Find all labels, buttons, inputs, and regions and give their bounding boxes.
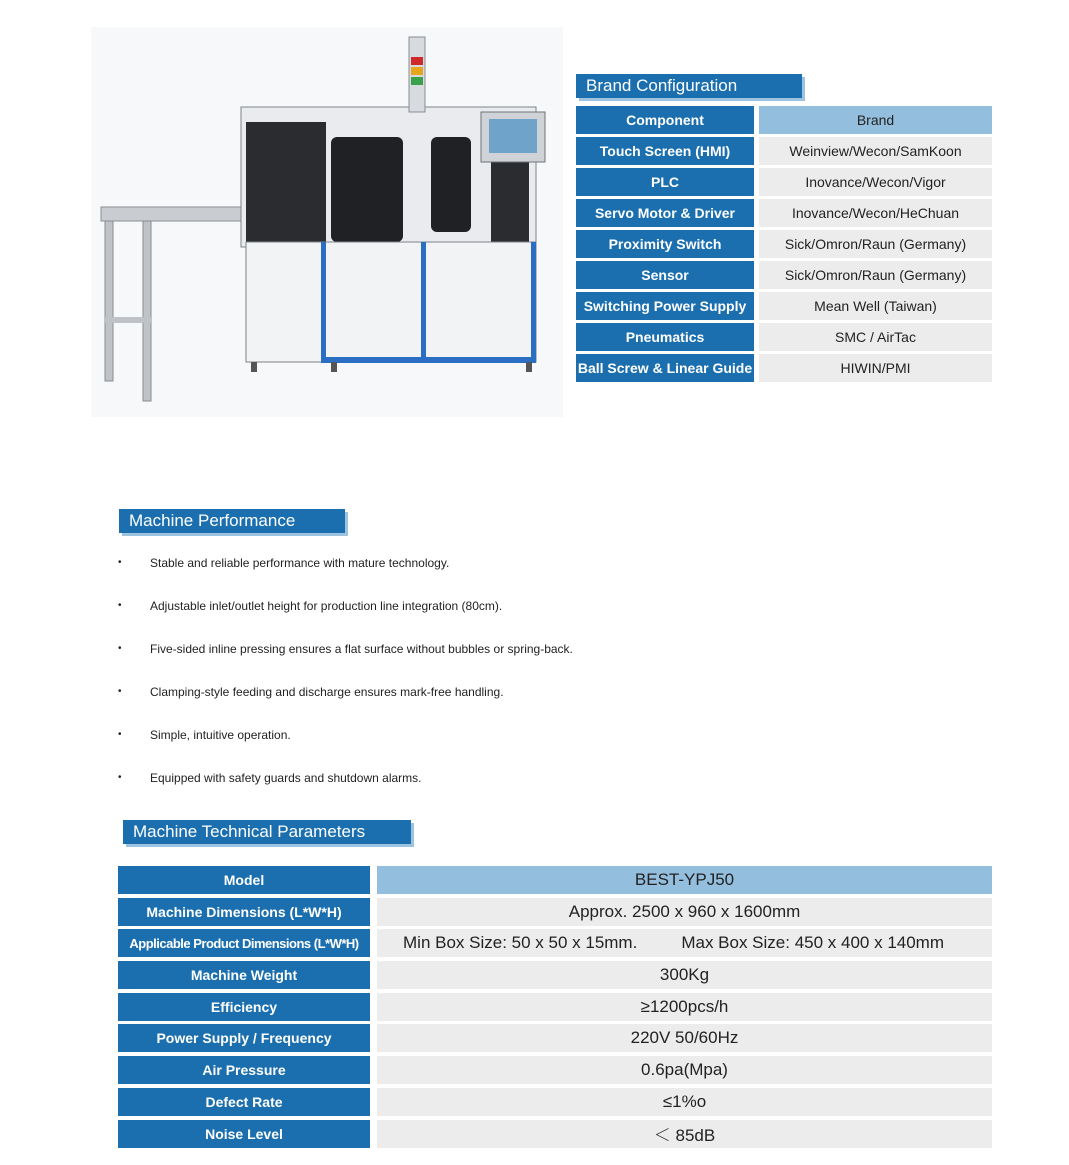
table-row	[118, 866, 992, 894]
table-row	[118, 929, 992, 957]
list-item: • Simple, intuitive operation.	[118, 721, 818, 764]
brand-cell: Weinview/Wecon/SamKoon	[759, 137, 992, 165]
brand-cell: SMC / AirTac	[759, 323, 992, 351]
table-row	[576, 261, 992, 289]
list-item: • Adjustable inlet/outlet height for production line integration (80cm).	[118, 592, 818, 635]
parameter-label: Power Supply / Frequency	[118, 1024, 370, 1052]
parameter-value: BEST-YPJ50	[377, 866, 992, 894]
min-box-size: Min Box Size: 50 x 50 x 15mm.	[403, 933, 638, 953]
parameter-label: Model	[118, 866, 370, 894]
table-row	[118, 993, 992, 1021]
list-item: • Stable and reliable performance with mature technology.	[118, 549, 818, 592]
parameter-label: Applicable Product Dimensions (L*W*H)	[118, 929, 370, 957]
bullet-icon: •	[118, 772, 122, 783]
table-row	[118, 898, 992, 926]
brand-cell: Inovance/Wecon/Vigor	[759, 168, 992, 196]
table-row	[118, 1024, 992, 1052]
parameter-value	[377, 929, 992, 957]
brand-header: Brand	[759, 106, 992, 134]
component-cell: Ball Screw & Linear Guide	[576, 354, 754, 382]
list-item: • Clamping-style feeding and discharge ensures mark-free handling.	[118, 678, 818, 721]
brand-cell: Sick/Omron/Raun (Germany)	[759, 261, 992, 289]
table-row	[576, 199, 992, 227]
bullet-icon: •	[118, 557, 122, 568]
table-row	[576, 354, 992, 382]
parameter-label: Defect Rate	[118, 1088, 370, 1116]
table-row	[576, 168, 992, 196]
component-cell: Servo Motor & Driver	[576, 199, 754, 227]
performance-list	[118, 549, 818, 807]
brand-table-header	[576, 106, 992, 134]
parameter-value: 220V 50/60Hz	[377, 1024, 992, 1052]
bullet-icon: •	[118, 600, 122, 611]
component-header: Component	[576, 106, 754, 134]
parameter-value: 300Kg	[377, 961, 992, 989]
parameter-value: Approx. 2500 x 960 x 1600mm	[377, 898, 992, 926]
parameter-label: Air Pressure	[118, 1056, 370, 1084]
brand-cell: Inovance/Wecon/HeChuan	[759, 199, 992, 227]
brand-cell: Mean Well (Taiwan)	[759, 292, 992, 320]
bullet-icon: •	[118, 643, 122, 654]
table-row	[118, 1088, 992, 1116]
machine-performance-title: Machine Performance	[119, 509, 345, 533]
parameter-label: Efficiency	[118, 993, 370, 1021]
max-box-size: Max Box Size: 450 x 400 x 140mm	[681, 933, 945, 953]
parameter-value: 0.6pa(Mpa)	[377, 1056, 992, 1084]
parameter-value: ≤1%o	[377, 1088, 992, 1116]
list-item: • Equipped with safety guards and shutdown alarms.	[118, 764, 818, 807]
component-cell: Touch Screen (HMI)	[576, 137, 754, 165]
component-cell: Proximity Switch	[576, 230, 754, 258]
table-row	[118, 1056, 992, 1084]
table-row	[576, 292, 992, 320]
component-cell: PLC	[576, 168, 754, 196]
brand-cell: Sick/Omron/Raun (Germany)	[759, 230, 992, 258]
bullet-icon: •	[118, 729, 122, 740]
parameter-label: Machine Dimensions (L*W*H)	[118, 898, 370, 926]
parameter-label: Machine Weight	[118, 961, 370, 989]
component-cell: Pneumatics	[576, 323, 754, 351]
brand-cell: HIWIN/PMI	[759, 354, 992, 382]
parameter-label: Noise Level	[118, 1120, 370, 1148]
bullet-icon: •	[118, 686, 122, 697]
machine-photo	[91, 27, 563, 417]
component-cell: Switching Power Supply	[576, 292, 754, 320]
parameter-value: ≥1200pcs/h	[377, 993, 992, 1021]
table-row	[118, 961, 992, 989]
list-item: • Five-sided inline pressing ensures a flat surface without bubbles or spring-back.	[118, 635, 818, 678]
component-cell: Sensor	[576, 261, 754, 289]
brand-configuration-table	[576, 106, 992, 385]
table-row	[576, 323, 992, 351]
machine-illustration	[91, 27, 563, 417]
table-row	[576, 230, 992, 258]
technical-parameters-table	[118, 866, 992, 1151]
brand-configuration-title: Brand Configuration	[576, 74, 802, 98]
parameter-value: ＜ 85dB	[377, 1120, 992, 1148]
table-row	[576, 137, 992, 165]
table-row	[118, 1120, 992, 1148]
technical-parameters-title: Machine Technical Parameters	[123, 820, 411, 844]
